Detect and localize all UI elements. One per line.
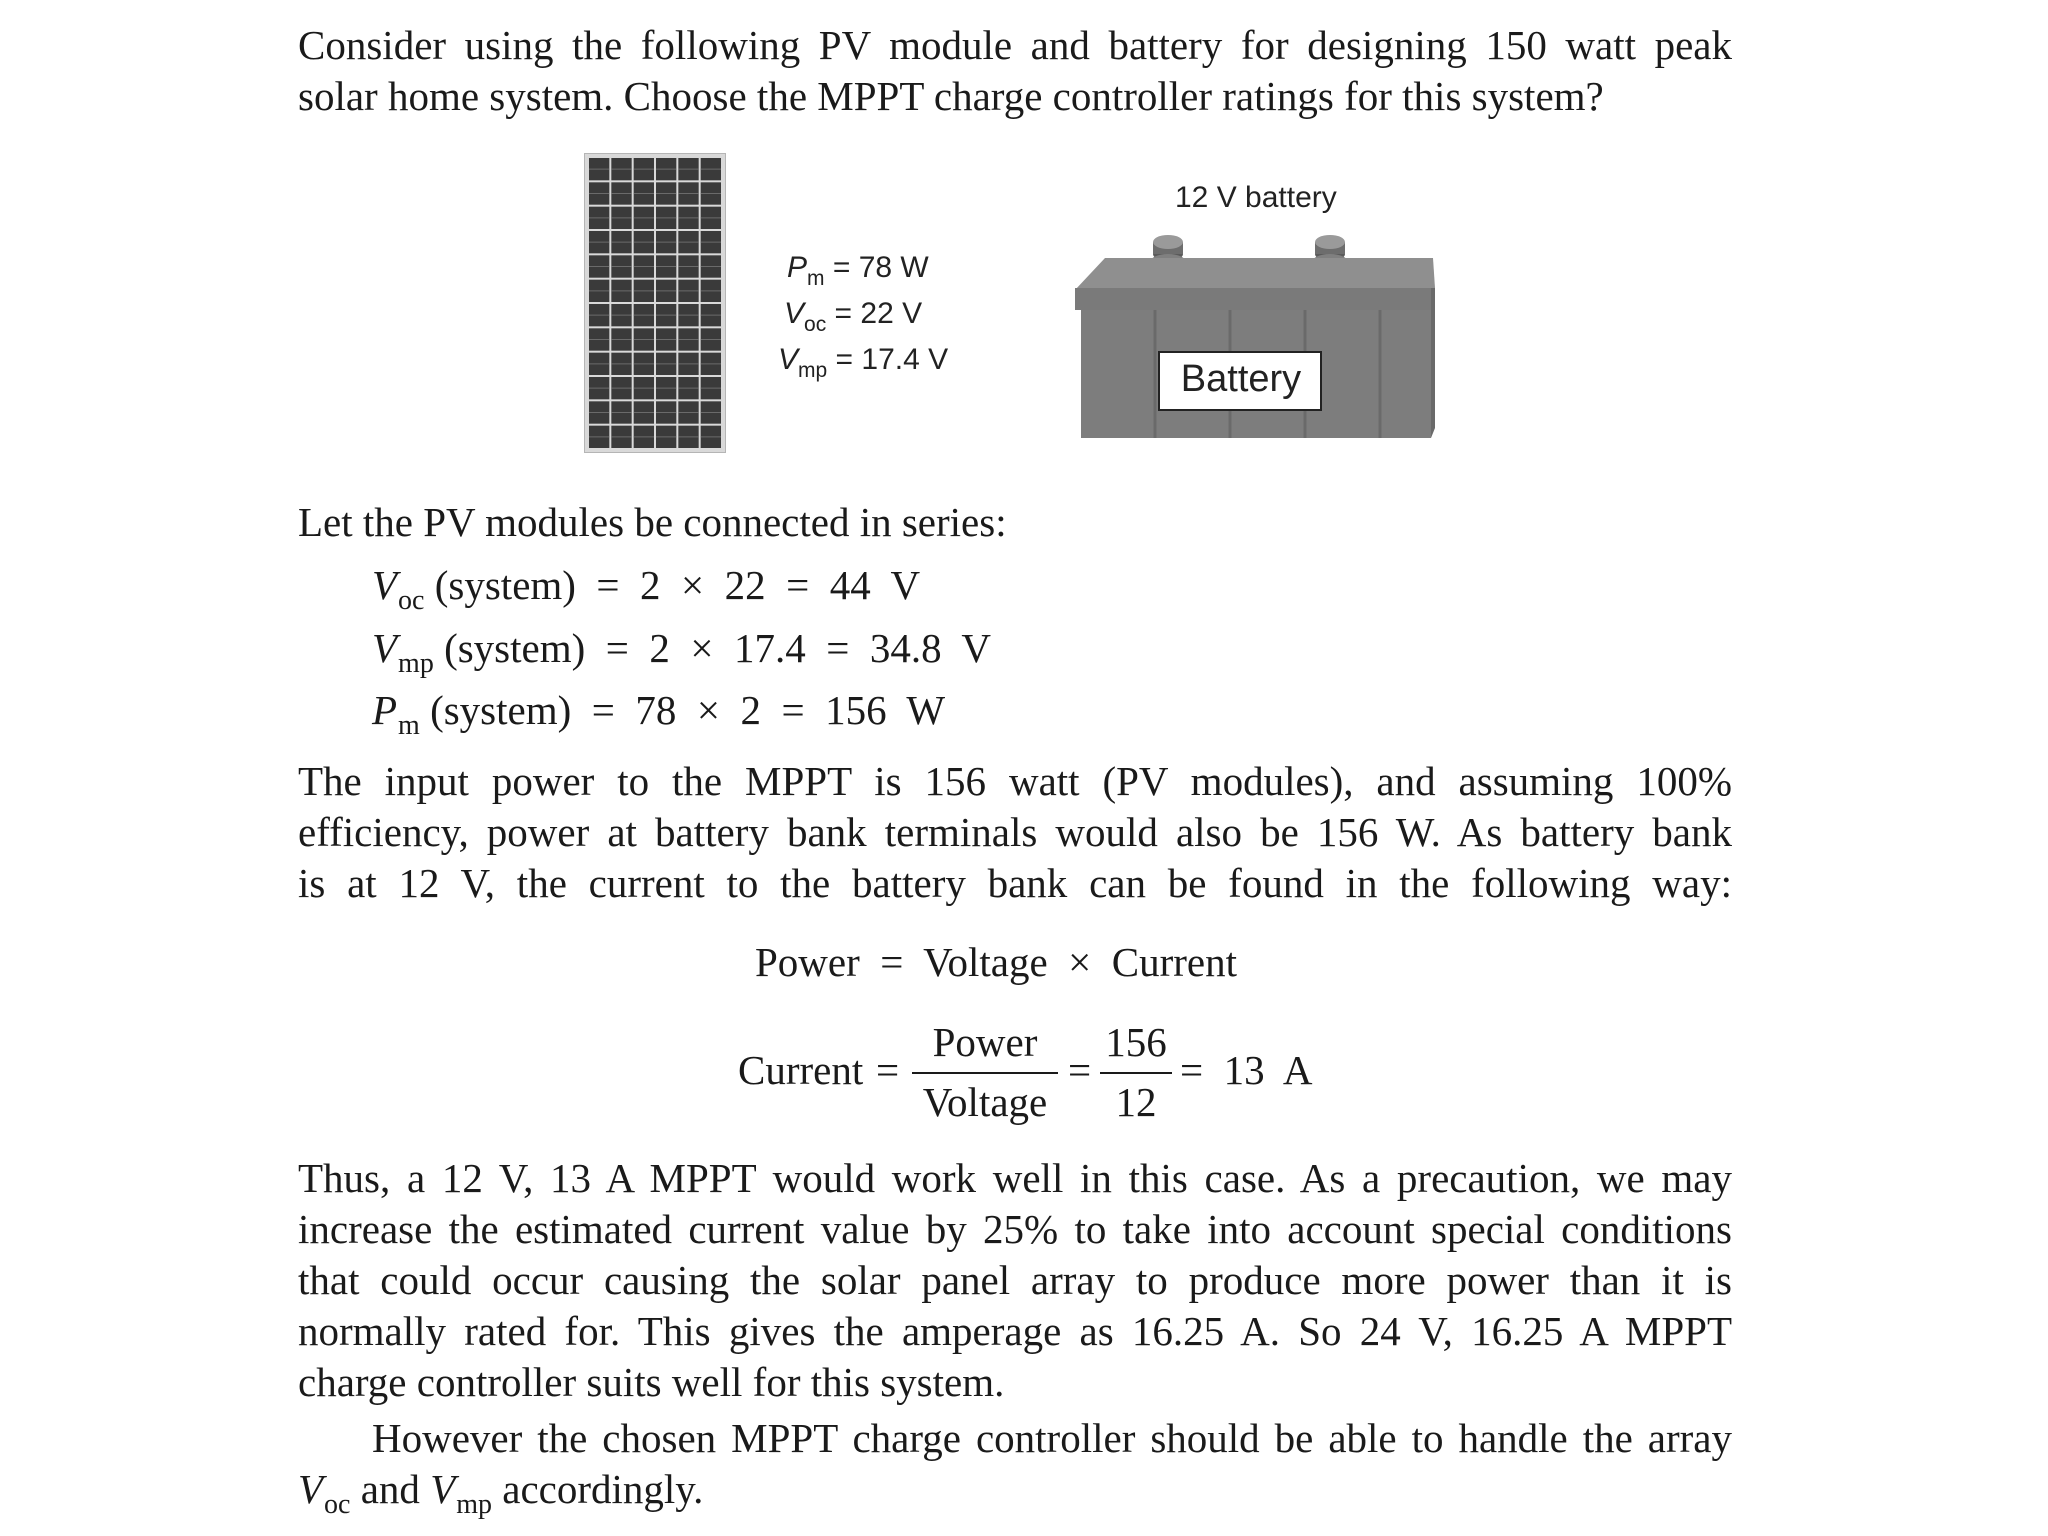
vmp-value: = 17.4 V (827, 343, 949, 376)
conclusion-line-4: normally rated for. This gives the amperage as 16.25 A. So 24 V, 16.25 A MPPT (298, 1308, 1732, 1354)
vmp-sub: mp (398, 648, 434, 679)
question-paragraph (298, 20, 1732, 122)
question-line-2: solar home system. Choose the MPPT charge controller ratings for this system? (298, 73, 1604, 119)
voc-rest: (system) = 2 × 22 = 44 V (424, 562, 921, 608)
spec-pm (787, 250, 929, 289)
however-line-1: However the chosen MPPT charge controller should be able to handle the array (372, 1415, 1732, 1461)
vmp-subscript: mp (798, 359, 828, 382)
conclusion-line-2: increase the estimated current value by 25% to take into account special conditions (298, 1206, 1732, 1252)
equation-voc (372, 560, 920, 616)
vmp-sym: V (372, 625, 398, 671)
equation-pm (372, 685, 945, 741)
fraction-1-bar (912, 1072, 1058, 1074)
however-end: accordingly. (492, 1466, 704, 1512)
pm-sym: P (372, 687, 398, 733)
however-line-2 (298, 1464, 703, 1520)
however-voc-sub: oc (324, 1489, 351, 1520)
voc-subscript: oc (804, 313, 827, 336)
battery-illustration (1075, 228, 1445, 448)
equals-sign-1: = (876, 1047, 900, 1093)
input-power-line-3: is at 12 V, the current to the battery bank can be found in the following way: (298, 860, 1732, 906)
spec-vmp (778, 342, 948, 381)
pm-value: = 78 W (824, 251, 929, 284)
battery-lid-top (1075, 258, 1435, 290)
fraction-1-numerator: Power (932, 1019, 1038, 1065)
voc-value: = 22 V (826, 297, 923, 330)
series-intro: Let the PV modules be connected in series: (298, 499, 1007, 545)
fraction-2-denominator: 12 (1115, 1079, 1157, 1125)
pv-module-illustration (584, 153, 726, 453)
pm-symbol: P (787, 251, 808, 284)
pm-subscript: m (807, 267, 825, 290)
input-power-line-1: The input power to the MPPT is 156 watt (PV modules), and assuming 100% (298, 758, 1732, 804)
battery-label: Battery (1180, 358, 1302, 400)
vmp-rest: (system) = 2 × 17.4 = 34.8 V (433, 625, 992, 671)
current-result: = 13 A (1180, 1047, 1313, 1093)
however-voc-sym: V (298, 1466, 324, 1512)
battery-lid-front (1075, 288, 1435, 310)
equation-vmp (372, 623, 991, 679)
however-vmp-sub: mp (456, 1489, 493, 1520)
spec-voc (784, 296, 922, 335)
fraction-2-bar (1100, 1072, 1172, 1074)
battery-caption: 12 V battery (1175, 181, 1337, 214)
pm-sub: m (398, 710, 420, 741)
question-line-1: Consider using the following PV module and battery for designing 150 watt peak (298, 22, 1732, 68)
fraction-1-denominator: Voltage (922, 1079, 1048, 1125)
conclusion-paragraph (298, 1153, 1732, 1408)
battery-side (1431, 288, 1435, 438)
vmp-symbol: V (778, 343, 799, 376)
input-power-paragraph (298, 756, 1732, 909)
fraction-2-numerator: 156 (1105, 1019, 1167, 1065)
however-and: and (350, 1466, 431, 1512)
current-label: Current (738, 1047, 864, 1093)
conclusion-line-1: Thus, a 12 V, 13 A MPPT would work well in this case. As a precaution, we may (298, 1155, 1732, 1201)
power-equation: Power = Voltage × Current (755, 939, 1238, 985)
however-line-1-wrap (372, 1413, 1732, 1464)
conclusion-line-3: that could occur causing the solar panel array to produce more power than it is (298, 1257, 1732, 1303)
input-power-line-2: efficiency, power at battery bank terminals would also be 156 W. As battery bank (298, 809, 1732, 855)
equals-sign-2: = (1068, 1047, 1092, 1093)
voc-symbol: V (784, 297, 805, 330)
however-vmp-sym: V (430, 1466, 456, 1512)
conclusion-line-5: charge controller suits well for this system. (298, 1359, 1005, 1405)
pm-rest: (system) = 78 × 2 = 156 W (419, 687, 946, 733)
voc-sub: oc (398, 585, 425, 616)
voc-sym: V (372, 562, 398, 608)
